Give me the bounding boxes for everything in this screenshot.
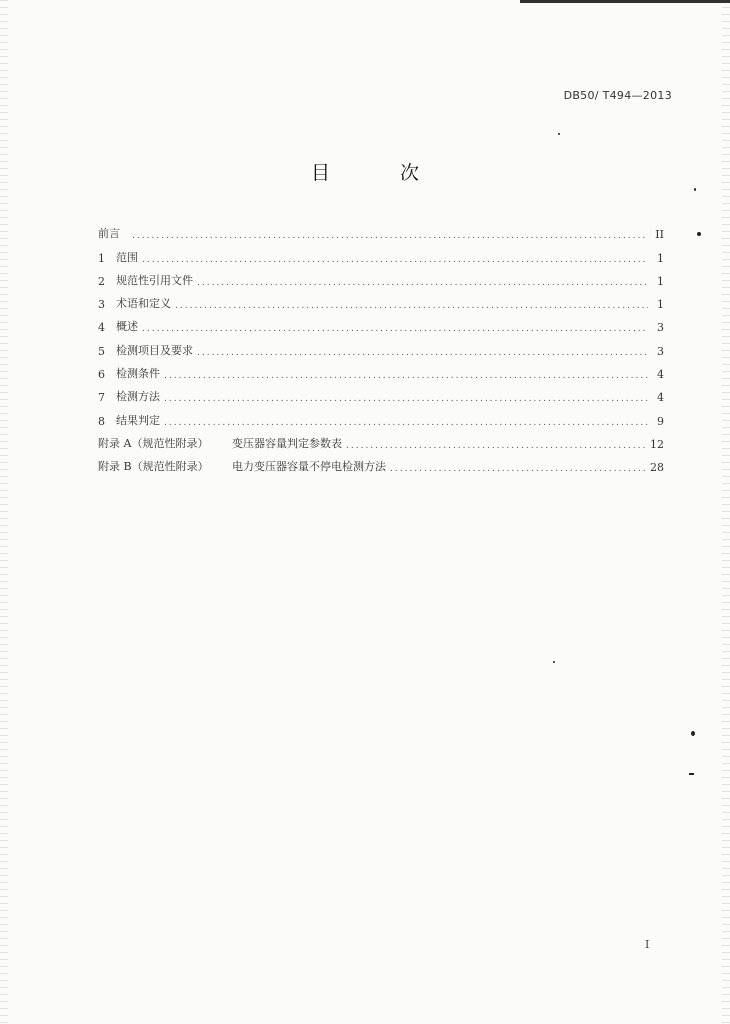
toc-entry-page: 3 [657, 344, 664, 358]
toc-entry-page: 1 [657, 251, 664, 265]
scan-speck [697, 232, 701, 236]
scan-top-edge-line [520, 0, 730, 3]
page-number: I [645, 938, 650, 951]
dot-leader [197, 348, 648, 358]
appendix-page: 12 [650, 437, 664, 451]
toc-entry-label: 前言 [98, 227, 120, 241]
toc-entry-label: 概述 [116, 320, 138, 334]
toc-entry-page: 4 [657, 368, 664, 382]
toc-entry-6[interactable] [98, 358, 664, 381]
scan-speck [691, 731, 695, 736]
standard-code: DB50/ T494—2013 [563, 89, 672, 102]
dot-leader [175, 301, 648, 311]
toc-entry-number: 1 [98, 251, 105, 265]
toc-entry-label: 检测方法 [116, 390, 160, 404]
dot-leader [390, 464, 646, 474]
toc-entry-page: 3 [657, 321, 664, 335]
toc-appendix-b[interactable] [98, 451, 664, 474]
toc-entry-8[interactable] [98, 404, 664, 427]
scan-edge-left [0, 0, 8, 1024]
toc-entry-number: 7 [98, 391, 105, 405]
scan-edge-right [722, 0, 730, 1024]
toc-entry-foreword[interactable] [98, 218, 664, 241]
table-of-contents [98, 218, 664, 474]
toc-entry-label: 术语和定义 [116, 297, 171, 311]
toc-entry-label: 结果判定 [116, 413, 160, 427]
toc-entry-number: 8 [98, 414, 105, 428]
toc-entry-number: 3 [98, 298, 105, 312]
toc-entry-label: 检测项目及要求 [116, 343, 193, 357]
dot-leader [164, 371, 648, 381]
scan-speck [558, 133, 560, 135]
toc-entry-4[interactable] [98, 311, 664, 334]
appendix-page: 28 [650, 461, 664, 475]
scan-speck [553, 661, 555, 663]
appendix-label: 附录 A（规范性附录） [98, 436, 209, 450]
toc-entry-7[interactable] [98, 381, 664, 404]
scan-speck [689, 773, 694, 775]
toc-entry-page: 1 [657, 274, 664, 288]
toc-entry-page: 1 [657, 298, 664, 312]
dot-leader [142, 255, 648, 265]
toc-entry-5[interactable] [98, 334, 664, 357]
dot-leader [142, 324, 648, 334]
toc-entry-number: 4 [98, 321, 105, 335]
toc-entry-3[interactable] [98, 288, 664, 311]
appendix-title: 电力变压器容量不停电检测方法 [232, 460, 386, 474]
toc-entry-page: 4 [657, 391, 664, 405]
scan-speck [694, 188, 696, 191]
toc-entry-1[interactable] [98, 241, 664, 264]
appendix-label: 附录 B（规范性附录） [98, 460, 209, 474]
toc-entry-number: 6 [98, 368, 105, 382]
toc-appendix-a[interactable] [98, 428, 664, 451]
toc-entry-number: 5 [98, 344, 105, 358]
dot-leader [197, 278, 648, 288]
toc-entry-label: 规范性引用文件 [116, 273, 193, 287]
toc-entry-page: 9 [657, 414, 664, 428]
dot-leader [346, 441, 646, 451]
toc-entry-2[interactable] [98, 265, 664, 288]
dot-leader [164, 418, 648, 428]
toc-entry-label: 检测条件 [116, 367, 160, 381]
dot-leader [132, 231, 648, 241]
toc-entry-label: 范围 [116, 250, 138, 264]
toc-title: 目 次 [310, 162, 452, 184]
toc-entry-page: II [655, 228, 664, 242]
dot-leader [164, 394, 648, 404]
toc-entry-number: 2 [98, 274, 105, 288]
appendix-title: 变压器容量判定参数表 [232, 436, 342, 450]
